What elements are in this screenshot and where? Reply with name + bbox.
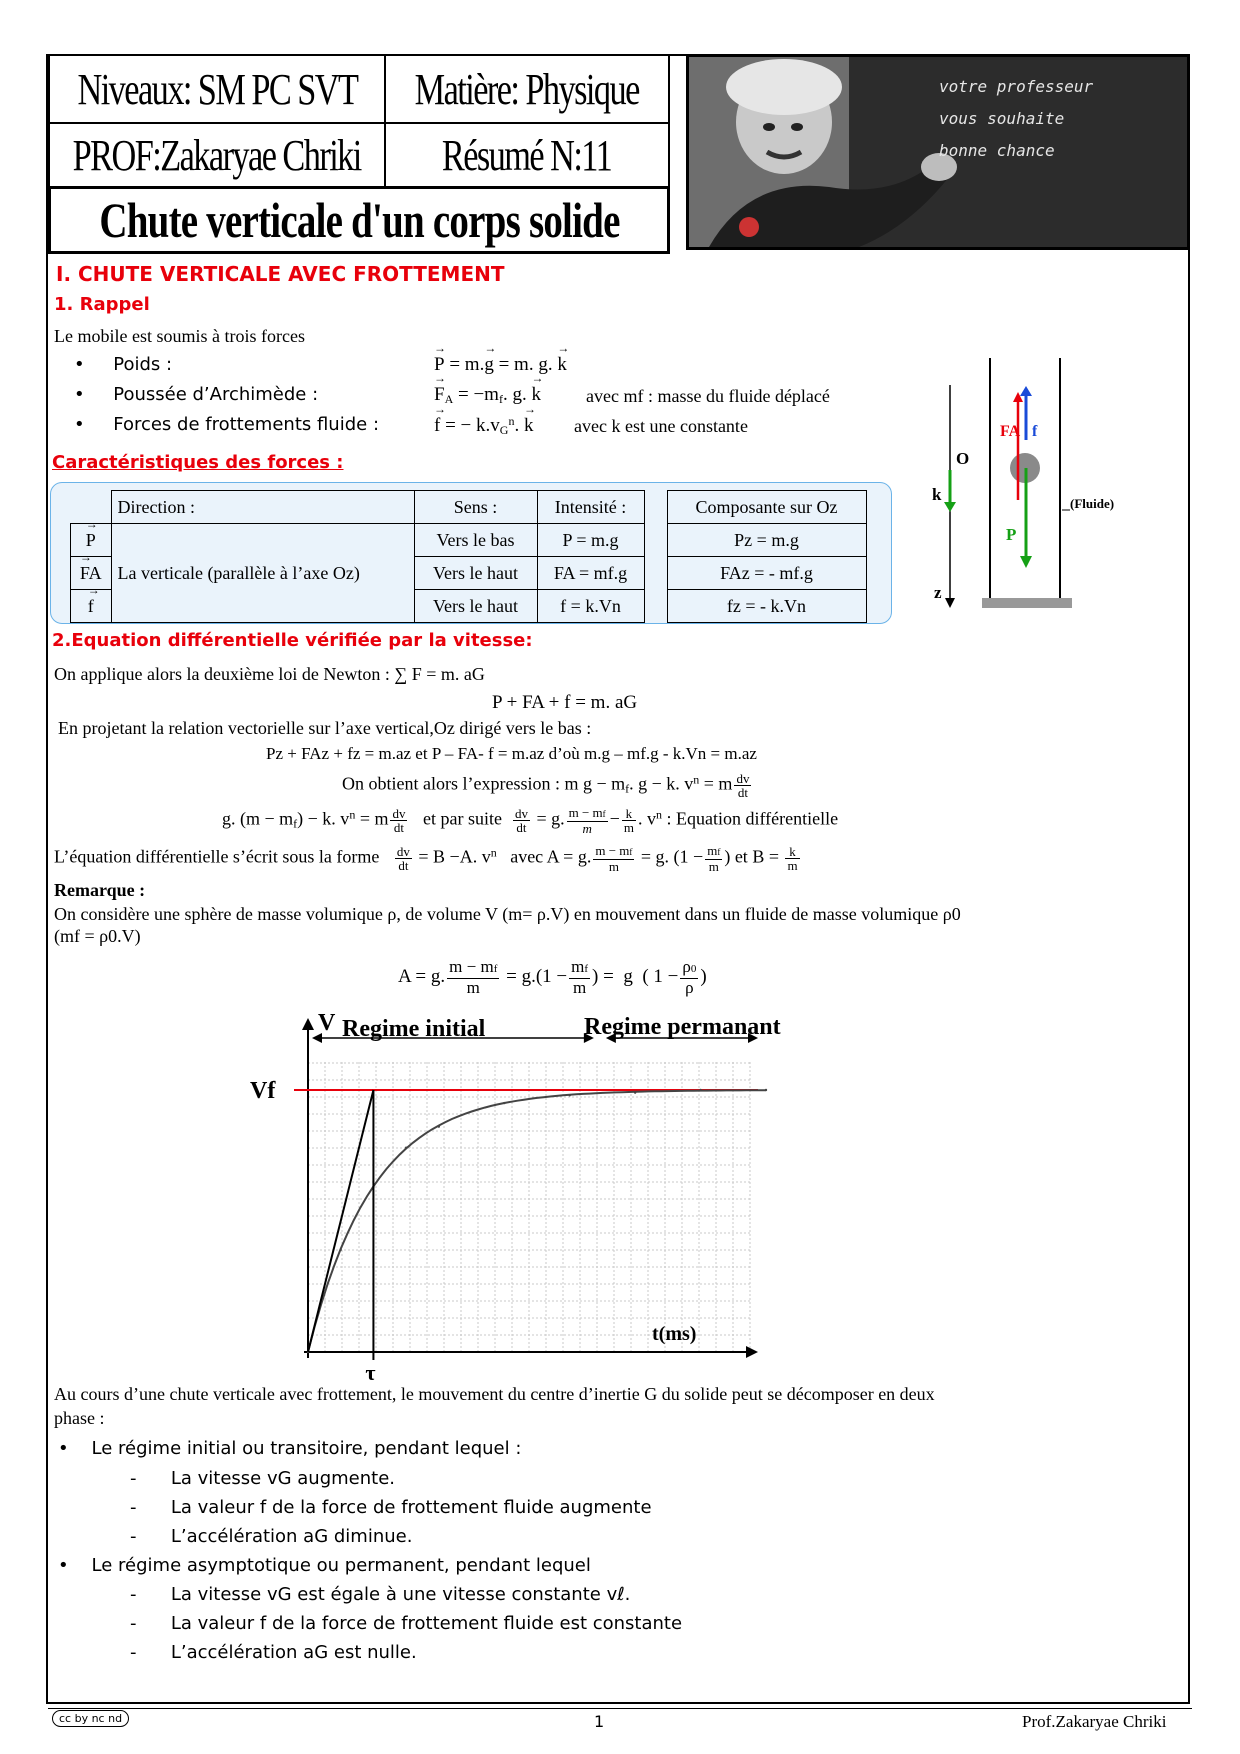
velocity-point [503,1102,505,1104]
direction-cell: La verticale (parallèle à l’axe Oz) [111,524,414,623]
velocity-curve [308,1090,766,1352]
container-base [982,598,1072,608]
regime-intro: Au cours d’une chute verticale avec frottement, le mouvement du centre d’inertie G du solide peut se décomposer en deux [54,1384,935,1404]
velocity-point [438,1125,440,1127]
force-item-archimede: • Poussée d’Archimède : [74,384,319,405]
y-axis-arrow [302,1018,314,1030]
section-heading-2: 2.Equation différentielle vérifiée par la vitesse: [52,630,533,651]
th-sens: Sens : [414,491,537,524]
label-regime-initial: Regime initial [342,1016,486,1042]
header-resume: Résumé N:11 [384,122,670,188]
remark-text-2: (mf = ρ0.V) [54,926,141,946]
th-composante: Composante sur Oz [667,491,866,524]
vf-label: Vf [250,1078,276,1104]
sens-p: Vers le bas [414,524,537,557]
remark-formula: A = g. $\frac{m - mf}{m}$ = g.(1 − $\frac{mf}{m}$ ) = g ( 1 − $\frac{\rho 0}{\rho}$ ) [398,957,707,997]
y-axis-label: V [318,1010,336,1036]
velocity-point [765,1089,767,1091]
force-item-poids: • Poids : [74,354,173,375]
newton-line: On applique alors la deuxième loi de Newton : ∑ F = m. aG [54,664,485,684]
regime-initial-sub-1: - La vitesse vG augmente. [130,1468,396,1489]
label-regime-permanent: Regime permanant [584,1014,781,1040]
composante-p: Pz = m.g [667,524,866,557]
sens-fa: Vers le haut [414,557,537,590]
chart-series [294,1033,767,1360]
composante-f: fz = - k.Vn [667,590,866,623]
header-prof: PROF:Zakaryae Chriki [48,122,386,188]
row-force-p: → P [71,524,112,557]
license-badge: cc by nc nd [52,1710,129,1727]
composante-fa: FAz = - mf.g [667,557,866,590]
label-origin: O [956,449,970,468]
intensite-p: P = m.g [537,524,644,557]
x-axis-arrow [746,1346,758,1358]
regime-initial-sub-2: - La valeur f de la force de frottement fluide augmente [130,1497,652,1518]
differential-form: L’équation différentielle s’écrit sous la forme $\frac{dv}{dt}$ = B −A. $v^n$ avec A = g. $\frac{m - mf}{m}$ = g. (1 − $\frac{mf}{m}$ ) et B = $\frac{k}{m}$ [54,843,798,874]
velocity-chart [250,1010,940,1380]
projection-equation: Pz + FAz + fz = m.az et P – FA- f = m.az d’où m.g – mf.g - k.Vn = m.az [266,744,757,763]
velocity-point [405,1146,407,1148]
characteristics-table [70,490,867,623]
projection-line: En projetant la relation vectorielle sur l’axe vertical,Oz dirigé vers le bas : [58,718,592,738]
expression-line: On obtient alors l’expression : m $g - m_f$. g − k. $v^n = m$ $\frac{dv}{dt}$ [342,771,750,800]
regime-permanent-sub-2: - La valeur f de la force de frottement fluide est constante [130,1613,683,1634]
regime-permanent-item: • Le régime asymptotique ou permanent, pendant lequel [58,1555,591,1576]
subsection-rappel: 1. Rappel [54,294,150,315]
differential-equation: g. $(m - m_f) - k$. $v^n = m$ $\frac{dv}{dt}$ et par suite $\frac{dv}{dt}$ = g. $\frac{m - mf}{m}$ − $\frac{k}{m}$ . $v^n$ : Equation différentielle [222,805,839,836]
velocity-point [340,1249,342,1251]
page-title: Chute verticale d'un corps solide [48,186,670,254]
regime-permanent-sub-1: - La vitesse vG est égale à une vitesse constante vℓ. [130,1584,631,1605]
regime-initial-item: • Le régime initial ou transitoire, pendant lequel : [58,1438,522,1459]
tangent-line [308,1090,373,1352]
regime-intro-2: phase : [54,1408,105,1428]
fluid-diagram [920,350,1130,620]
forces-intro: Le mobile est soumis à trois forces [54,326,305,346]
page-number: 1 [594,1712,605,1731]
force-item-frottement: • Forces de frottements fluide : [74,414,380,435]
header-matiere: Matière: Physique [384,54,670,124]
x-axis-label: t(ms) [652,1323,697,1345]
chart-grid [302,1018,758,1358]
formula-frottement: → f = − $k.v_G^n$. → k [434,414,533,438]
axis-arrow [945,598,955,608]
th-direction: Direction : [111,491,414,524]
sens-f: Vers le haut [414,590,537,623]
velocity-point [569,1094,571,1096]
label-p: P [1006,525,1017,544]
formula-poids: → P = m.→ g = m. g. → k [434,354,567,376]
intensite-fa: FA = mf.g [537,557,644,590]
footer-author: Prof.Zakaryae Chriki [1022,1712,1167,1731]
label-fa: FA [1000,423,1021,440]
row-force-f: → f [71,590,112,623]
note-archimede: avec mf : masse du fluide déplacé [586,386,830,406]
regime-initial-sub-3: - L’accélération aG diminue. [130,1526,413,1547]
teacher-photo [686,54,1190,250]
tau-label: τ [365,1360,376,1380]
remark-text: On considère une sphère de masse volumique ρ, de volume V (m= ρ.V) en mouvement dans un fluide de masse volumique ρ0 [54,904,961,924]
vector-sum-line: P + FA + f = m. aG [492,692,638,713]
label-k: k [932,485,942,504]
chart-labels [250,1010,781,1380]
label-fluide: (Fluide) [1070,496,1115,511]
velocity-point [634,1091,636,1093]
row-force-fa: → FA [71,557,112,590]
section-heading-1: I. CHUTE VERTICALE AVEC FROTTEMENT [56,262,505,286]
note-frottement: avec k est une constante [574,416,748,436]
regime-permanent-sub-3: - L’accélération aG est nulle. [130,1642,417,1663]
intensite-f: f = k.Vn [537,590,644,623]
velocity-point [699,1089,701,1091]
header-niveaux: Niveaux: SM PC SVT [48,54,386,124]
footer-rule [48,1708,1192,1709]
remark-title: Remarque : [54,880,146,900]
label-f: f [1032,423,1038,440]
photo-caption: votre professeur vous souhaite bonne chance [939,77,1094,160]
label-z: z [934,583,942,602]
caracteristiques-heading: Caractéristiques des forces : [52,452,344,473]
th-intensite: Intensité : [537,491,644,524]
formula-archimede: → $F_A = -m_f$. g. → k [434,384,541,407]
